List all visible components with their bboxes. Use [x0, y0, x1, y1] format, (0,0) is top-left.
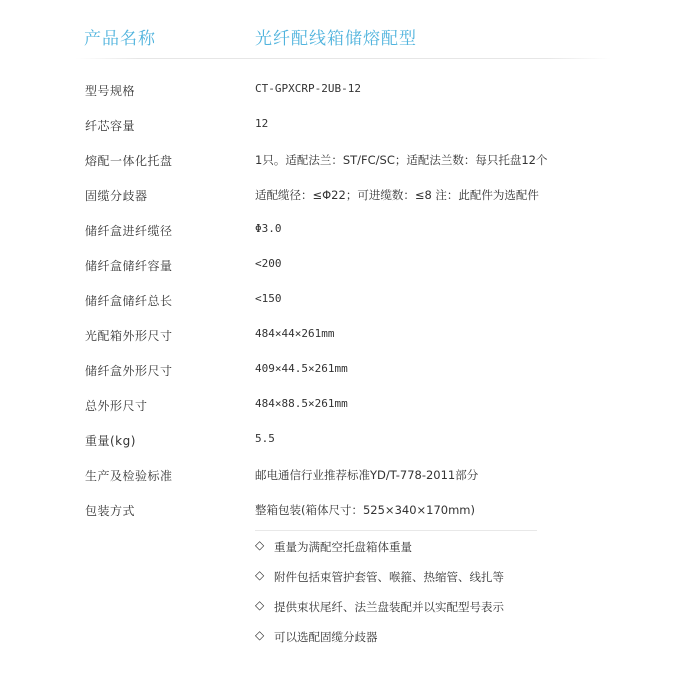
note-text: 可以选配固缆分歧器 [274, 630, 378, 644]
table-divider [255, 530, 537, 531]
spec-value: 邮电通信行业推荐标准YD/T-778-2011部分 [255, 468, 479, 482]
diamond-bullet-icon: ◇ [255, 598, 265, 612]
spec-row-total-dimensions [0, 387, 698, 422]
spec-table [0, 72, 698, 527]
spec-value: 12 [255, 117, 269, 130]
spec-value: 484×88.5×261mm [255, 397, 348, 410]
spec-value: 适配缆径：≤Φ22；可进缆数：≤8 注：此配件为选配件 [255, 188, 539, 202]
diamond-bullet-icon: ◇ [255, 538, 265, 552]
spec-row-core-capacity [0, 107, 698, 142]
spec-value: 5.5 [255, 432, 275, 445]
header-divider [75, 58, 611, 59]
spec-label: 总外形尺寸 [85, 399, 148, 413]
spec-label: 重量(kg) [85, 434, 136, 448]
spec-label: 储纤盒进纤缆径 [85, 224, 173, 238]
spec-label: 储纤盒外形尺寸 [85, 364, 173, 378]
spec-row-storage-length [0, 282, 698, 317]
spec-value: 整箱包装(箱体尺寸：525×340×170mm) [255, 503, 475, 517]
spec-row-cable-fixer [0, 177, 698, 212]
product-name-header [0, 0, 698, 64]
product-name-value: 光纤配线箱储熔配型 [255, 29, 417, 49]
spec-label: 生产及检验标准 [85, 469, 173, 483]
spec-value: Φ3.0 [255, 222, 282, 235]
spec-label: 包装方式 [85, 504, 136, 518]
spec-value: 484×44×261mm [255, 327, 335, 340]
spec-label: 储纤盒储纤容量 [85, 259, 173, 273]
spec-row-splice-tray [0, 142, 698, 177]
spec-value: 409×44.5×261mm [255, 362, 348, 375]
spec-label: 型号规格 [85, 84, 136, 98]
spec-label: 固缆分歧器 [85, 189, 148, 203]
spec-label: 光配箱外形尺寸 [85, 329, 173, 343]
note-text: 附件包括束管护套管、喉箍、热缩管、线扎等 [274, 570, 504, 584]
diamond-bullet-icon: ◇ [255, 628, 265, 642]
spec-row-weight [0, 422, 698, 457]
note-text: 提供束状尾纤、法兰盘装配并以实配型号表示 [274, 600, 504, 614]
spec-value: 1只。适配法兰：ST/FC/SC；适配法兰数：每只托盘12个 [255, 153, 548, 167]
spec-row-storage-box-dimensions [0, 352, 698, 387]
spec-label: 熔配一体化托盘 [85, 154, 173, 168]
spec-row-standard [0, 457, 698, 492]
spec-row-storage-capacity [0, 247, 698, 282]
spec-row-box-dimensions [0, 317, 698, 352]
spec-label: 储纤盒储纤总长 [85, 294, 173, 308]
spec-value: CT-GPXCRP-2UB-12 [255, 82, 361, 95]
note-text: 重量为满配空托盘箱体重量 [274, 540, 412, 554]
spec-label: 纤芯容量 [85, 119, 136, 133]
spec-row-inlet-diameter [0, 212, 698, 247]
spec-value: <200 [255, 257, 282, 270]
spec-value: <150 [255, 292, 282, 305]
spec-row-model [0, 72, 698, 107]
product-name-label: 产品名称 [84, 29, 156, 49]
diamond-bullet-icon: ◇ [255, 568, 265, 582]
spec-row-packaging [0, 492, 698, 527]
